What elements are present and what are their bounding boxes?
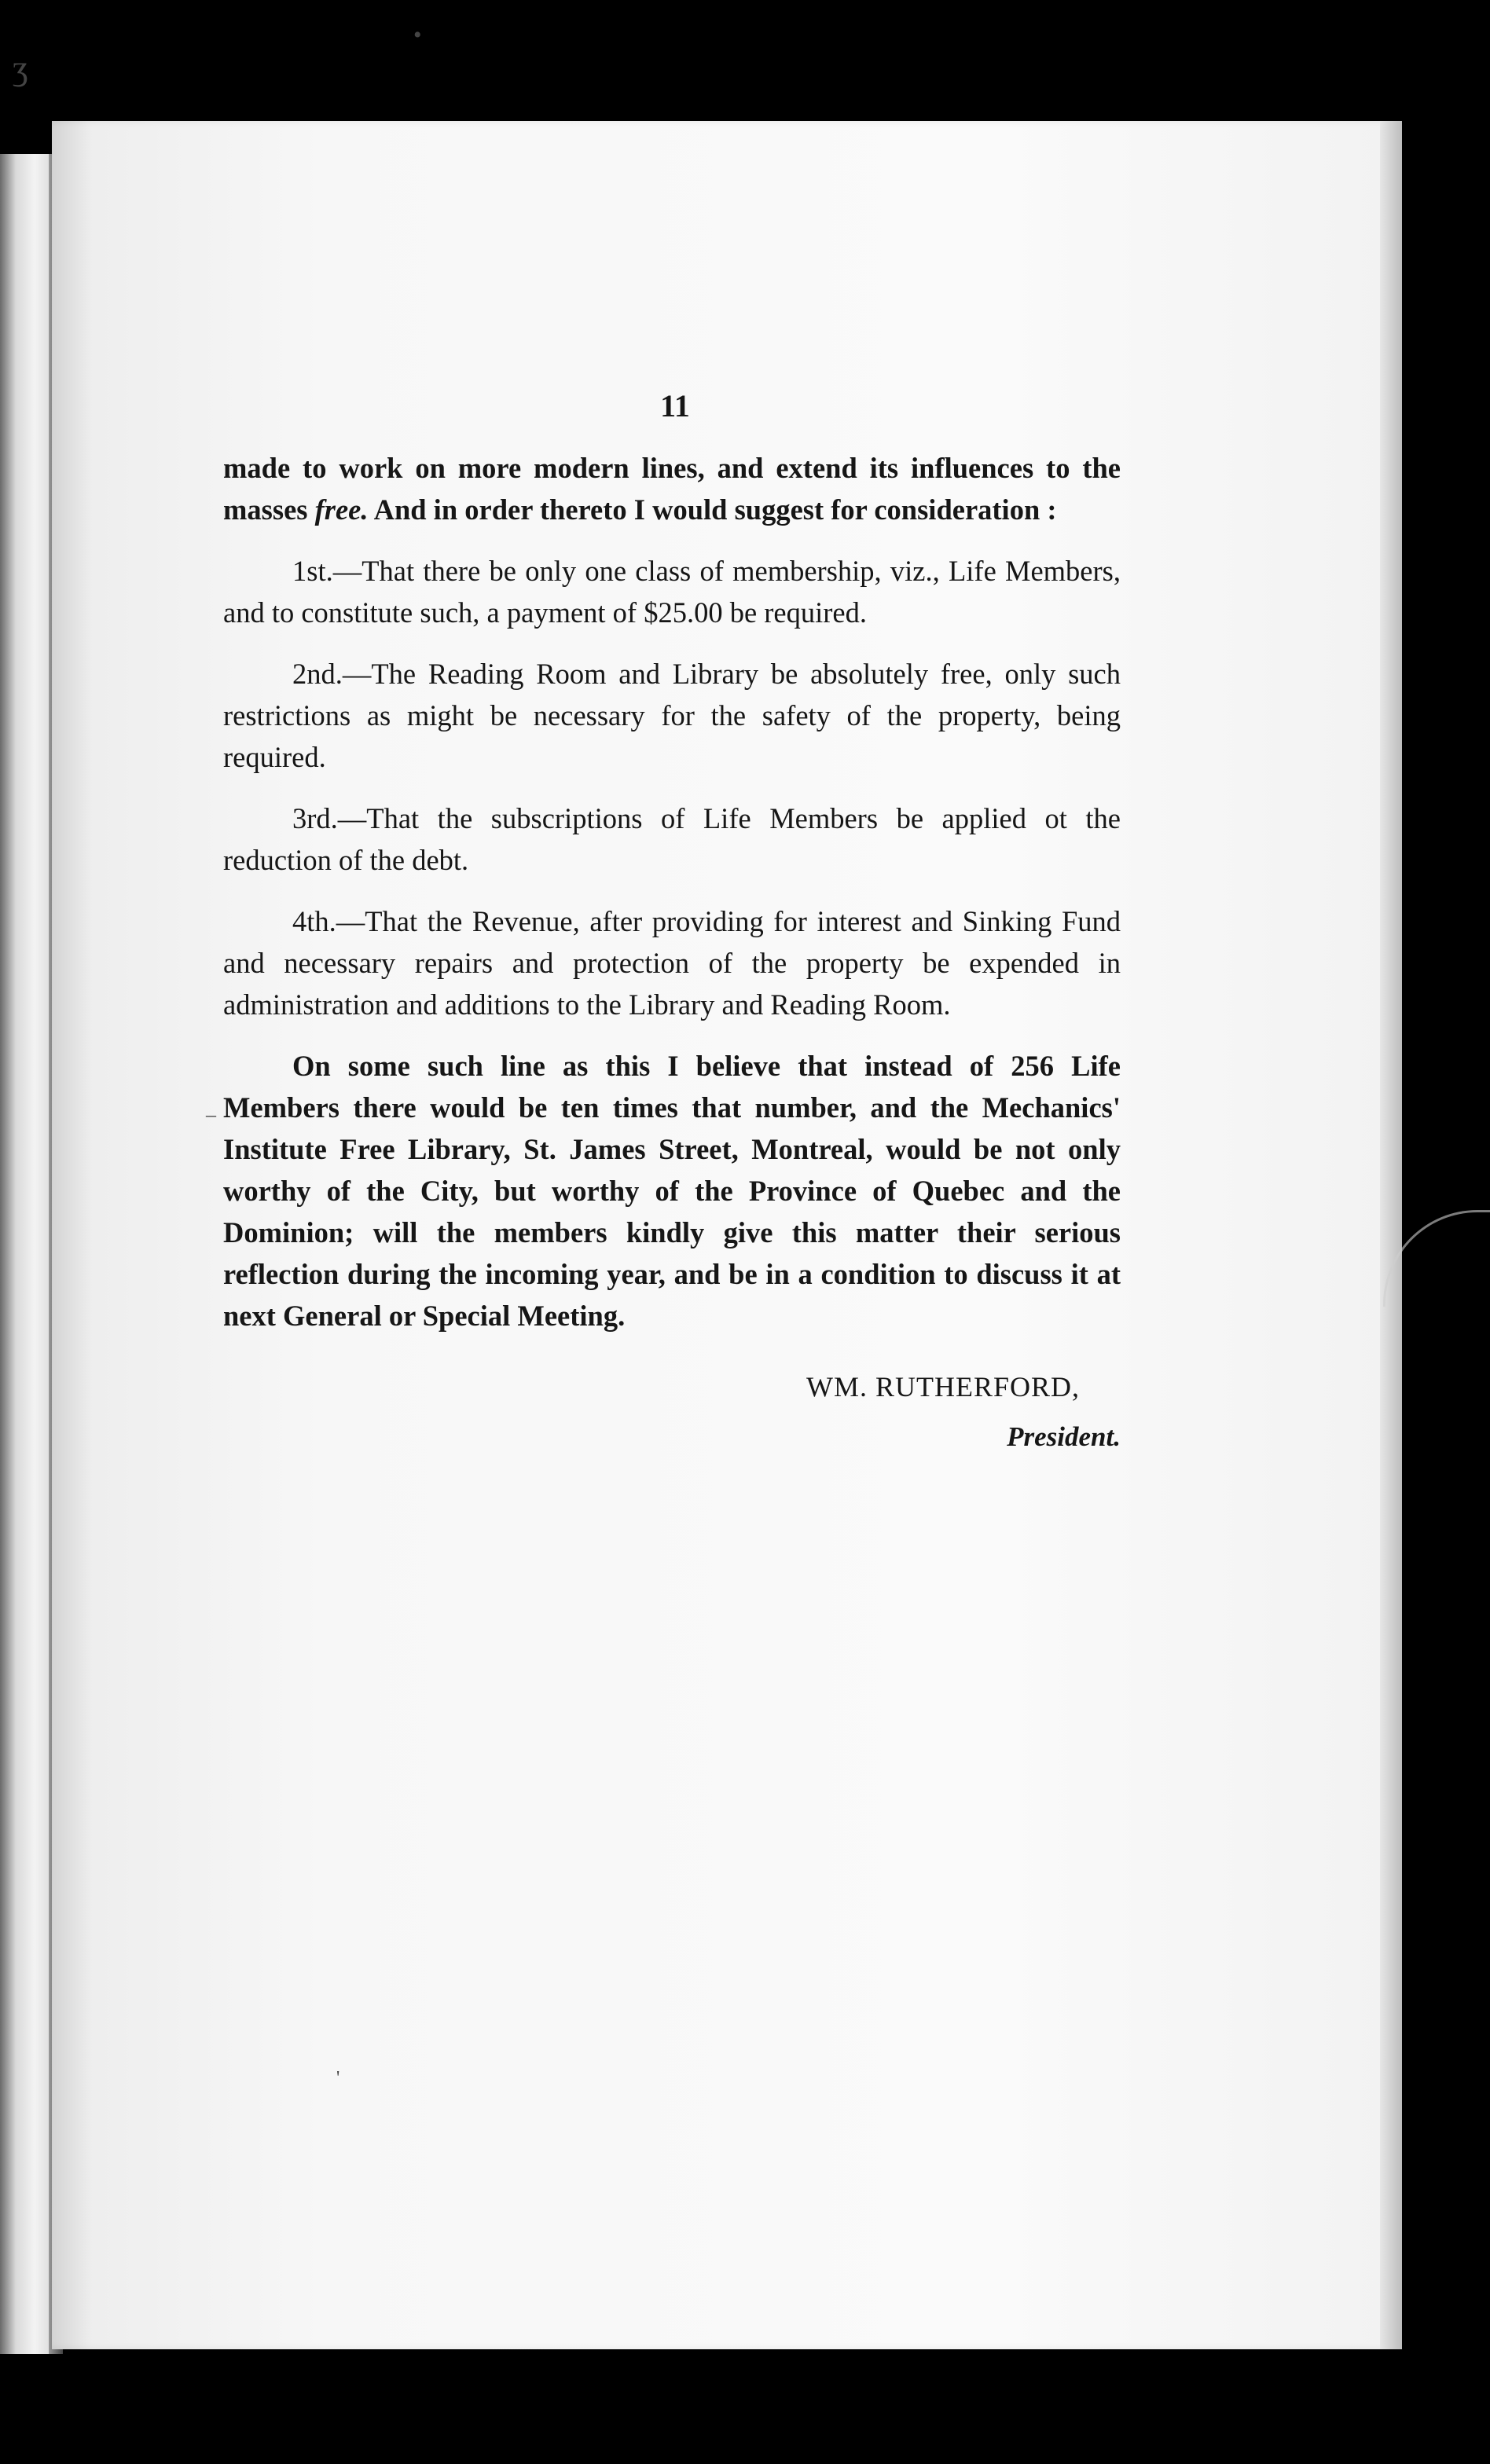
signature-title: President. — [1007, 1421, 1121, 1452]
page-edge-shadow — [1380, 121, 1402, 2349]
item-2nd: 2nd.—The Reading Room and Library be absolutely free, only such restrictions as might be necessary for the safety of the property, being required. — [223, 658, 1121, 773]
intro-paragraph — [223, 447, 1121, 530]
scan-speck: ʒ — [13, 49, 28, 87]
scan-speck: • — [413, 22, 422, 48]
page-number: 11 — [660, 388, 690, 424]
page-content — [223, 385, 1121, 1458]
intro-text-end: And in order thereto I would suggest for consideration : — [368, 493, 1057, 526]
scan-speck: ' — [336, 2068, 340, 2088]
signature-name: WM. RUTHERFORD, — [806, 1371, 1080, 1402]
scan-speck: – — [206, 1103, 216, 1126]
item-3rd: 3rd.—That the subscriptions of Life Members be applied ot the reduction of the debt. — [223, 802, 1121, 876]
intro-text: made to work on more modern lines, and extend its influences to the masses — [223, 452, 1121, 526]
closing-paragraph: On some such line as this I believe that instead of 256 Life Members there would be ten times that number, and the Mechanics' Institute Free Library, St. James Street, Montreal, would be not only worthy of the City, but worthy of the Province of Quebec and the Dominion; will the members kindly give this matter their serious reflection during the incoming year, and be in a condition to discuss it at next General or Special Meeting. — [223, 1050, 1121, 1332]
item-4th: 4th.—That the Revenue, after providing for interest and Sinking Fund and necessary repairs and protection of the property be expended in administration and additions to the Library and Reading Room. — [223, 905, 1121, 1021]
item-1st: 1st.—That there be only one class of membership, viz., Life Members, and to constitute such, a payment of $25.00 be required. — [223, 555, 1121, 629]
free-emphasis: free. — [314, 493, 369, 526]
